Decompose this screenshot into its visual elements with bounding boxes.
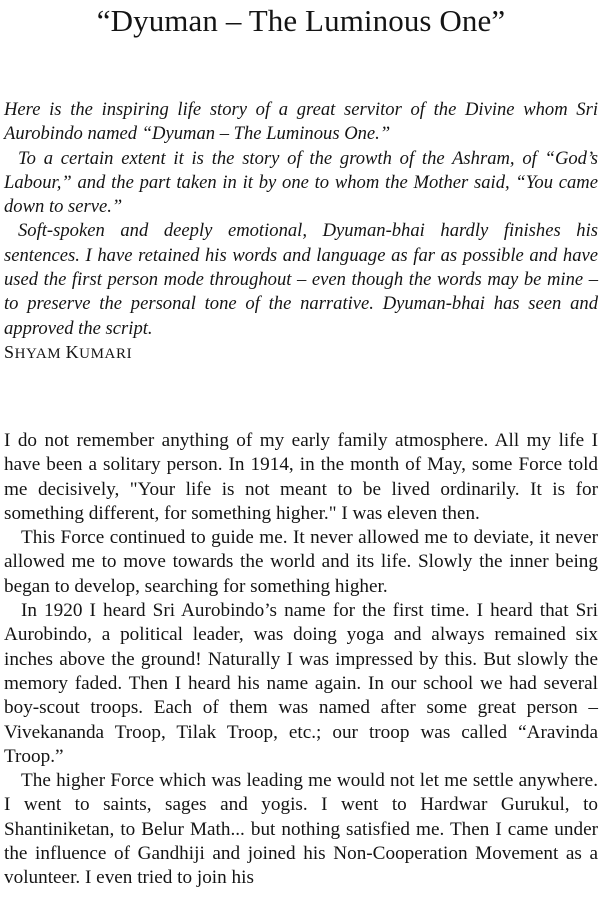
narrative-paragraph: This Force continued to guide me. It never allowed me to deviate, it never allowed me to move towards the world and its life. Slowly the inner being began to develop, searching for something higher. — [4, 527, 598, 597]
intro-paragraph — [4, 147, 598, 220]
intro-section — [4, 98, 598, 365]
narrative-paragraph: I do not remember anything of my early family atmosphere. All my life I have been a solitary person. In 1914, in the month of May, some Force told me decisively, "Your life is not meant to be lived ordinarily. It is for something different, for something higher." I was eleven then. — [4, 429, 598, 524]
chapter-title: “Dyuman – The Luminous One” — [96, 3, 506, 38]
intro-paragraph: Here is the inspiring life story of a great servitor of the Divine whom Sri Aurobindo named “Dyuman – The Luminous One.” — [4, 99, 598, 145]
narrative-paragraph: In 1920 I heard Sri Aurobindo’s name for the first time. I heard that Sri Aurobindo, a political leader, was doing yoga and always remained six inches above the ground! Naturally I was impressed by this. But slowly the memory faded. Then I heard his name again. In our school we had several boy-scout troops. Each of them was named after some great person – Vivekananda Troop, Tilak Troop, etc.; our troop was called “Aravinda Troop.” — [4, 600, 598, 767]
intro-paragraph-text: To a certain extent it is the story of the growth of the Ashram, of “God’s Labour,” and the part taken in it by one to whom the Mother said, “You came down to serve.” — [4, 147, 598, 218]
intro-paragraph — [4, 219, 598, 340]
author-first-name: SHYAM KUMARI — [4, 341, 133, 362]
author-signature — [4, 341, 598, 365]
narrative-paragraph: The higher Force which was leading me would not let me settle anywhere. I went to saints, sages and yogis. I went to Hardwar Gurukul, to Shantiniketan, to Belur Math... but nothing satisfied me. Then I came under the influence of Gandhiji and joined his Non-Cooperation Movement as a volunteer. I even tried to join his — [4, 770, 598, 889]
intro-paragraph-text: Soft-spoken and deeply emotional, Dyuman-bhai hardly finishes his sentences. I have retained his words and language as far as possible and have used the first person mode throughout – even though the words may be mine – to preserve the personal tone of the narrative. Dyuman-bhai has seen and approved the script. — [4, 220, 598, 339]
narrative-section — [4, 429, 598, 891]
